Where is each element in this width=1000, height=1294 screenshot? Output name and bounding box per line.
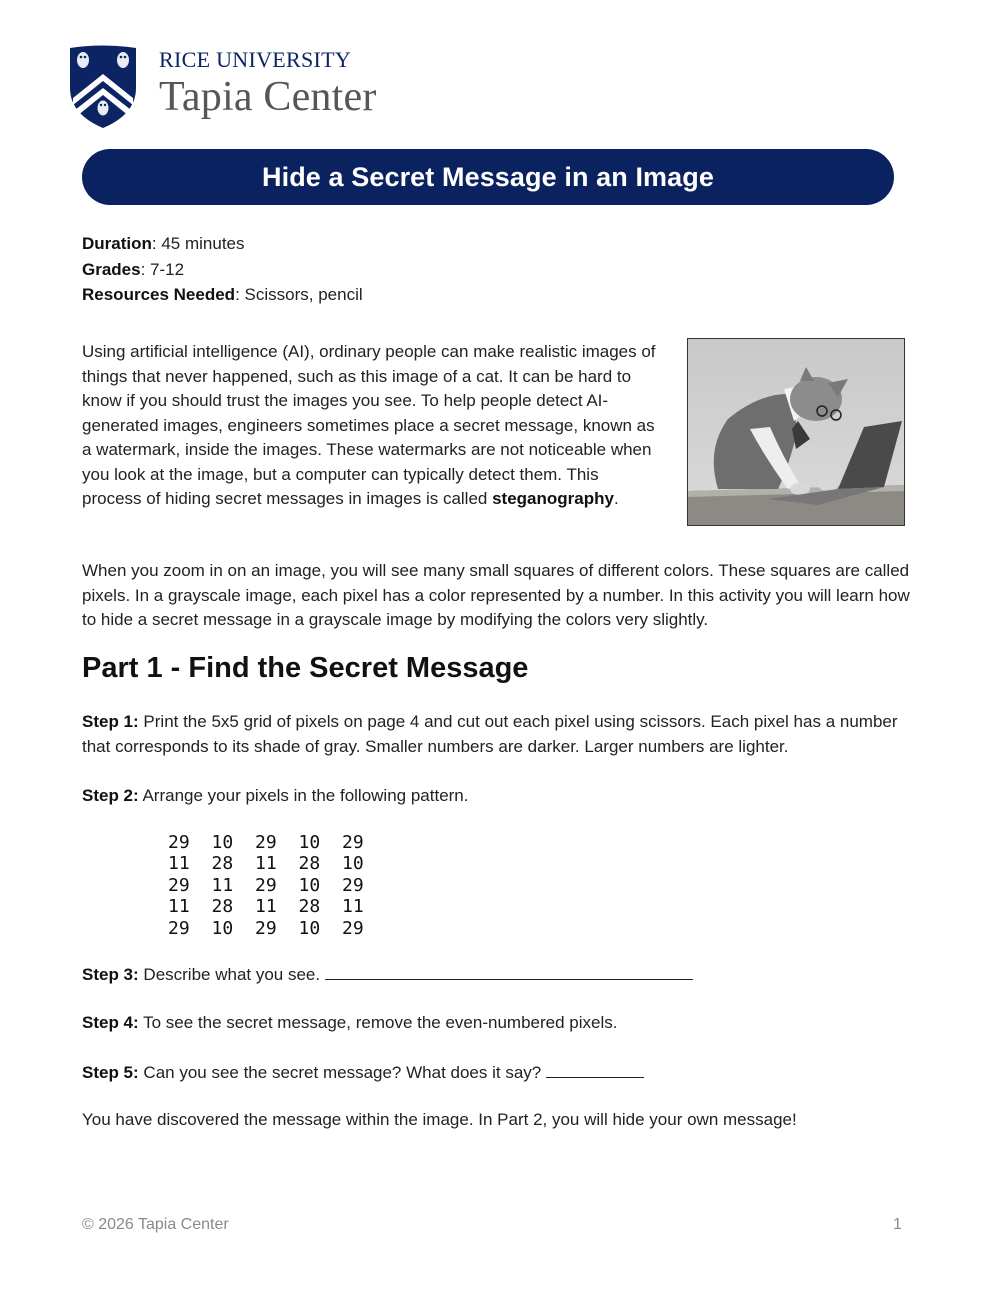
grid-cell: 10: [298, 832, 321, 853]
grid-cell: 29: [255, 874, 277, 896]
grid-cell: 10: [298, 917, 321, 939]
grid-cell: 29: [168, 832, 190, 853]
cat-laptop-illustration: [688, 339, 904, 525]
logo-wordmark: [159, 48, 377, 120]
step-2: [82, 784, 922, 809]
grid-cell: 28: [211, 853, 234, 875]
step-4: [82, 1011, 922, 1036]
grid-cell: 11: [168, 896, 190, 918]
grid-cell: 11: [255, 896, 277, 918]
part1-heading: Part 1 - Find the Secret Message: [82, 652, 529, 684]
step-1-label: Step 1:: [82, 712, 139, 731]
duration-value: : 45 minutes: [151, 234, 245, 253]
grid-cell: 29: [342, 832, 364, 853]
resources-line: [82, 282, 363, 308]
step-1-text: Print the 5x5 grid of pixels on page 4 and cut out each pixel using scissors. Each pixel has a number that corresponds to its shade of gray. Smaller numbers are darker. Larger numbers are lighter.: [82, 712, 898, 756]
grid-cell: 29: [255, 832, 277, 853]
grid-cell: 11: [211, 874, 234, 896]
grid-cell: 11: [168, 853, 190, 875]
center-name: Tapia Center: [159, 74, 377, 120]
rice-tapia-logo: [67, 44, 377, 130]
pixel-number-grid: [168, 832, 386, 939]
grid-cell: 28: [211, 896, 234, 918]
resources-label: Resources Needed: [82, 285, 236, 304]
grid-cell: 11: [255, 853, 277, 875]
step-3-text: Describe what you see.: [138, 965, 325, 984]
grid-cell: 10: [211, 832, 234, 853]
step-5-label: Step 5:: [82, 1063, 139, 1082]
cat-laptop-image: [687, 338, 905, 526]
university-name: RICE UNIVERSITY: [159, 47, 352, 72]
grid-cell: 29: [255, 917, 277, 939]
duration-label: Duration: [82, 234, 152, 253]
step-5: [82, 1060, 922, 1086]
step-5-text: Can you see the secret message? What does it say?: [138, 1063, 546, 1082]
grid-cell: 10: [298, 874, 321, 896]
rice-shield-icon: [67, 44, 139, 130]
intro-text-end: .: [613, 489, 619, 508]
grid-row: [168, 853, 386, 874]
grades-label: Grades: [82, 259, 141, 279]
grid-cell: 29: [342, 917, 364, 939]
page-title: Hide a Secret Message in an Image: [262, 161, 714, 192]
step-2-label: Step 2:: [82, 786, 139, 805]
grid-cell: 10: [342, 853, 364, 875]
activity-meta: [82, 231, 363, 308]
grid-cell: 29: [168, 874, 190, 896]
grid-row: [168, 875, 386, 896]
grades-line: [82, 257, 363, 283]
grid-row: [168, 832, 386, 853]
grades-value: : 7-12: [140, 259, 185, 279]
footer-page-number: 1: [893, 1216, 902, 1233]
step-1: [82, 710, 922, 759]
grid-row: [168, 918, 386, 939]
grid-cell: 29: [342, 874, 364, 896]
step-3-answer-blank[interactable]: [325, 962, 693, 980]
pixels-paragraph: When you zoom in on an image, you will see many small squares of different colors. These squares are called pixels. In a grayscale image, each pixel has a color represented by a number. In this activity you will learn how to hide a secret message in a grayscale image by modifying the colors very slightly.: [82, 561, 910, 629]
duration-line: [82, 231, 363, 257]
resources-value: : Scissors, pencil: [235, 285, 363, 304]
step-3-label: Step 3:: [82, 965, 139, 984]
grid-cell: 11: [342, 896, 364, 918]
step-3: [82, 962, 922, 988]
grid-cell: 10: [211, 917, 234, 939]
grid-row: [168, 896, 386, 917]
steganography-term: steganography: [492, 489, 614, 508]
closing-text: You have discovered the message within the image. In Part 2, you will hide your own message!: [82, 1110, 797, 1129]
step-5-answer-blank[interactable]: [546, 1060, 644, 1078]
grid-cell: 28: [298, 896, 321, 918]
step-4-text: To see the secret message, remove the even-numbered pixels.: [138, 1013, 618, 1032]
grid-cell: 28: [298, 853, 321, 875]
step-2-text: Arrange your pixels in the following pattern.: [138, 786, 469, 805]
step-4-label: Step 4:: [82, 1013, 139, 1032]
footer-copyright: © 2026 Tapia Center: [82, 1216, 229, 1233]
grid-cell: 29: [168, 917, 190, 939]
title-banner: [82, 149, 894, 205]
intro-text: Using artificial intelligence (AI), ordinary people can make realistic images of things that never happened, such as this image of a cat. It can be hard to know if you should trust the images you see. To help people detect AI-generated images, engineers sometimes place a secret message, known as a watermark, inside the images. These watermarks are not noticeable when you look at the image, but a computer can typically detect them. This process of hiding secret messages in images is called: [82, 342, 656, 508]
intro-paragraph: [82, 340, 657, 512]
